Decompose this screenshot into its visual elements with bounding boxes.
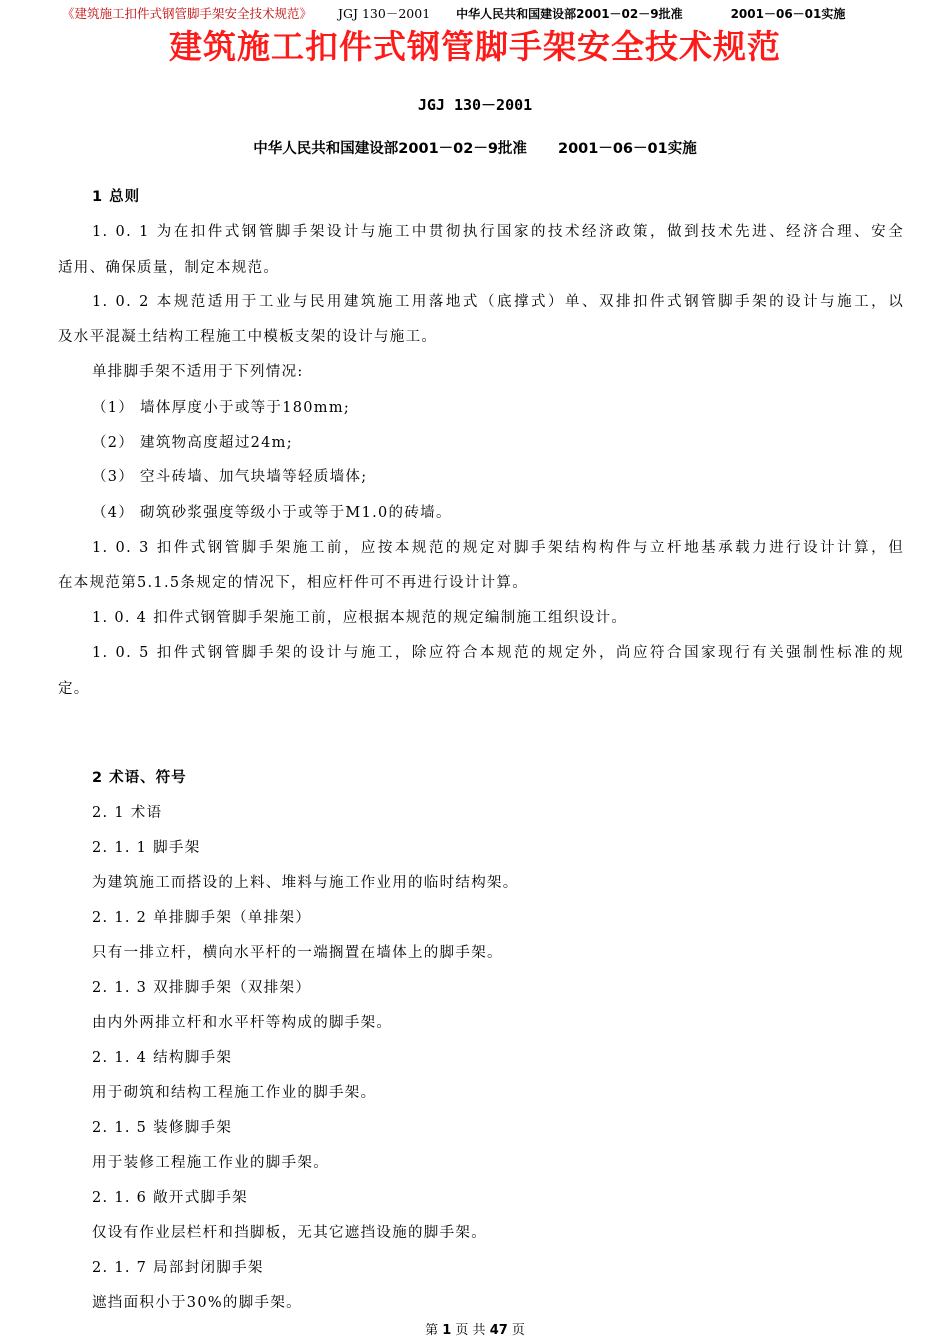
body-line: 2. 1. 4 结构脚手架 <box>92 1050 233 1066</box>
running-header <box>62 6 900 22</box>
body-line: 2. 1. 6 敞开式脚手架 <box>92 1190 248 1206</box>
body-line: 只有一排立杆，横向水平杆的一端搁置在墙体上的脚手架。 <box>92 945 503 961</box>
body-line: 2. 1. 3 双排脚手架（双排架） <box>92 980 312 996</box>
body-line: 1. 0. 5 扣件式钢管脚手架的设计与施工，除应符合本规范的规定外，尚应符合国家现行有关强制性标准的规 <box>92 645 904 661</box>
body-line: 用于砌筑和结构工程施工作业的脚手架。 <box>92 1085 377 1101</box>
body-line: （1） 墙体厚度小于或等于180mm; <box>92 400 351 416</box>
body-line: 1. 0. 4 扣件式钢管脚手架施工前，应根据本规范的规定编制施工组织设计。 <box>92 610 628 626</box>
section-heading: 1 总则 <box>92 189 141 205</box>
body-line: 1. 0. 1 为在扣件式钢管脚手架设计与施工中贯彻执行国家的技术经济政策，做到技术先进、经济合理、安全 <box>92 224 904 240</box>
footer-pre: 第 <box>425 1323 439 1338</box>
body-line: （4） 砌筑砂浆强度等级小于或等于M1.0的砖墙。 <box>92 505 452 521</box>
body-line: 2. 1. 1 脚手架 <box>92 840 201 856</box>
body-line: 及水平混凝土结构工程施工中模板支架的设计与施工。 <box>58 329 438 345</box>
body-line: 在本规范第5.1.5条规定的情况下，相应杆件可不再进行设计计算。 <box>58 575 528 591</box>
body-line: 2. 1. 7 局部封闭脚手架 <box>92 1260 264 1276</box>
footer-post: 页 <box>511 1323 525 1338</box>
page-footer <box>0 1319 950 1338</box>
body-line: （2） 建筑物高度超过24m; <box>92 435 293 451</box>
body-line: 仅设有作业层栏杆和挡脚板，无其它遮挡设施的脚手架。 <box>92 1225 487 1241</box>
body-line: 遮挡面积小于30%的脚手架。 <box>92 1295 302 1311</box>
footer-mid: 页 共 <box>455 1323 486 1338</box>
body-line: 单排脚手架不适用于下列情况: <box>92 364 304 380</box>
approval-line <box>0 137 950 158</box>
footer-total-pages: 47 <box>489 1323 508 1338</box>
body-line: 1. 0. 2 本规范适用于工业与民用建筑施工用落地式（底撑式）单、双排扣件式钢管脚手架的设计与施工，以 <box>92 294 904 310</box>
section-heading: 2 术语、符号 <box>92 770 187 786</box>
page-title: 建筑施工扣件式钢管脚手架安全技术规范 <box>169 27 781 66</box>
body-line: 用于装修工程施工作业的脚手架。 <box>92 1155 329 1171</box>
effective-date: 2001－06－01实施 <box>557 141 697 157</box>
body-line: 定。 <box>58 681 90 697</box>
body-line: 适用、确保质量，制定本规范。 <box>58 260 280 276</box>
body-line: 由内外两排立杆和水平杆等构成的脚手架。 <box>92 1015 393 1031</box>
footer-page-number: 1 <box>442 1323 452 1338</box>
header-doc-title: 《建筑施工扣件式钢管脚手架安全技术规范》 <box>62 6 313 21</box>
body-line: 2. 1. 5 装修脚手架 <box>92 1120 233 1136</box>
header-effective: 2001－06－01实施 <box>730 7 846 21</box>
header-code: JGJ 130－2001 <box>338 6 431 21</box>
approval-date: 中华人民共和国建设部2001－02－9批准 <box>253 141 527 157</box>
body-line: 2. 1 术语 <box>92 805 163 821</box>
body-line: 为建筑施工而搭设的上料、堆料与施工作业用的临时结构架。 <box>92 875 519 891</box>
body-line: （3） 空斗砖墙、加气块墙等轻质墙体; <box>92 469 368 485</box>
body-line: 1. 0. 3 扣件式钢管脚手架施工前，应按本规范的规定对脚手架结构构件与立杆地基承载力进行设计计算，但 <box>92 540 904 556</box>
standard-code: JGJ 130－2001 <box>417 96 533 114</box>
header-approval: 中华人民共和国建设部2001－02－9批准 <box>456 7 683 21</box>
body-line: 2. 1. 2 单排脚手架（单排架） <box>92 910 312 926</box>
